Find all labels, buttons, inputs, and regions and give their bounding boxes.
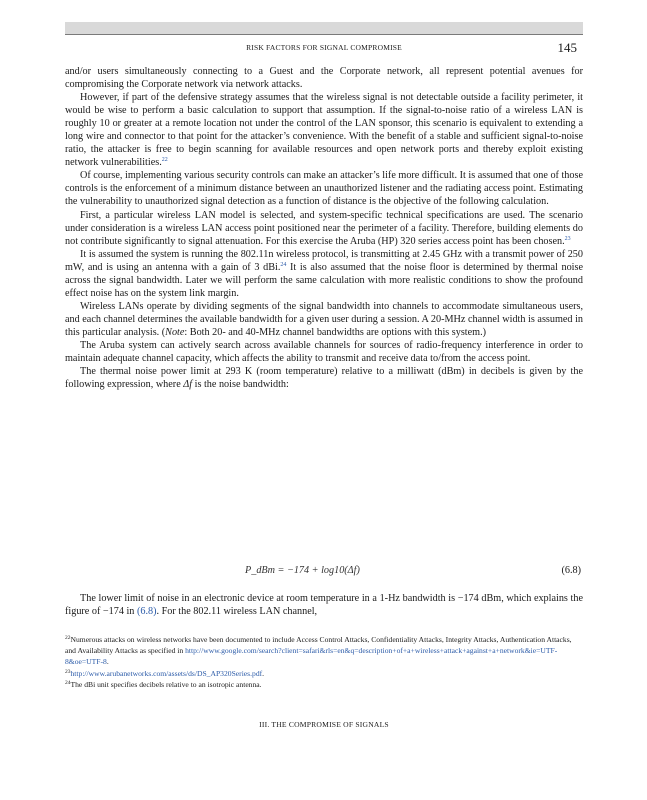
paragraph: The Aruba system can actively search across available channels for sources of radio-frequency interference in order to maintain adequate channel capacity, which affects the ability to transmit and receive data to/from the access point. <box>65 339 583 365</box>
paragraph: Wireless LANs operate by dividing segments of the signal bandwidth into channels to accommodate simultaneous users, and each channel determines the available bandwidth for a given user during a session. A 20-MHz channel width is assumed in this particular analysis. (Note: Both 20- and 40-MHz channel bandwidths are options with this system.) <box>65 300 583 338</box>
paragraph: First, a particular wireless LAN model is selected, and system-specific technical specifications are used. The scenario under consideration is a wireless LAN access point positioned near the perimeter of a facility. Therefore, building elements do not contribute significantly to signal attenuation. For this exercise the Aruba (HP) 320 series access point has been chosen.$^{23}$ <box>65 209 583 247</box>
running-title: RISK FACTORS FOR SIGNAL COMPROMISE <box>246 43 402 52</box>
equation-link[interactable]: (6.8) <box>136 606 157 618</box>
footnote: $^{23}$http://www.arubanetworks.com/assets/ds/DS_AP320Series.pdf. <box>65 668 265 678</box>
equation-6-8 <box>65 565 583 581</box>
running-head <box>65 40 583 56</box>
footnote-link[interactable]: http://www.arubanetworks.com/assets/ds/DS_AP320Series.pdf <box>70 668 263 678</box>
footnote-link[interactable]: http://www.google.com/search?client=safari&rls=en&q=description+of+a+wireless+attack+against+a+network&ie=UTF-8&oe=UTF-8 <box>65 646 558 667</box>
paragraph: Of course, implementing various security controls can make an attacker’s life more difficult. It is assumed that one of those controls is the enforcement of a minimum distance between an unauthorized listener and the radiating access point. Estimating the vulnerability to unauthorized signal detection as a function of distance is the objective of the following calculation. <box>65 170 583 208</box>
header-rule <box>65 34 583 35</box>
footnote: $^{22}$Numerous attacks on wireless networks have been documented to include Access Control Attacks, Confidentiality Attacks, Integrity Attacks, Authentication Attacks, and Availability Attacks as specified in http://www.google.com/search?client=safari&rls=en&q=description+of+a+wireless+attack+against+a+network&ie=UTF-8&oe=UTF-8. <box>65 635 572 667</box>
equation-body: P_dBm = −174 + log10(Δf) <box>245 565 360 576</box>
footnote-ref[interactable]: 23 <box>564 235 571 242</box>
paragraph: The lower limit of noise in an electronic device at room temperature in a 1-Hz bandwidth is −174 dBm, which explains the figure of −174 in (6.8). For the 802.11 wireless LAN channel, <box>65 593 583 618</box>
paragraph: It is assumed the system is running the 802.11n wireless protocol, is transmitting at 2.45 GHz with a transmit power of 250 mW, and is using an antenna with a gain of 3 dBi.$^{24}$ It is also assumed that the noise floor is determined by thermal noise across the signal bandwidth. Later we will perform the same calculation with more realistic conditions to show the profound effect noise has on the system link margin. <box>65 248 584 299</box>
equation-number: (6.8) <box>561 565 581 576</box>
footer-section: III. THE COMPROMISE OF SIGNALS <box>259 720 389 729</box>
footnote-ref[interactable]: 22 <box>161 157 168 164</box>
paragraph: However, if part of the defensive strategy assumes that the wireless signal is not detectable outside a facility perimeter, it would be wise to perform a basic calculation to support that assumption. If the signal-to-noise ratio of a wireless LAN is roughly 10 or greater at a remote location not under the control of the LAN sponsor, this scenario is equivalent to extending a long wire and connector to that point for the attacker’s convenience. With the benefit of a stable and sufficient signal-to-noise ratio, the attacker is free to begin scanning for available resources and open network ports and thereby exploit existing network vulnerabilities.$^{22}$ <box>65 92 583 169</box>
body-text-continued <box>65 592 583 618</box>
footnote: $^{24}$The dBi unit specifies decibels relative to an isotropic antenna. <box>65 679 262 689</box>
paragraph: The thermal noise power limit at 293 K (room temperature) relative to a milliwatt (dBm) in decibels is given by the following expression, where Δf is the noise bandwidth: <box>65 366 583 391</box>
footnotes <box>65 634 583 690</box>
footnote-ref[interactable]: 24 <box>280 261 287 268</box>
page-number: 145 <box>557 40 577 55</box>
paragraph: and/or users simultaneously connecting to a Guest and the Corporate network, all represent potential avenues for compromising the Corporate network via network attacks. <box>65 66 583 91</box>
body-text <box>65 65 583 391</box>
